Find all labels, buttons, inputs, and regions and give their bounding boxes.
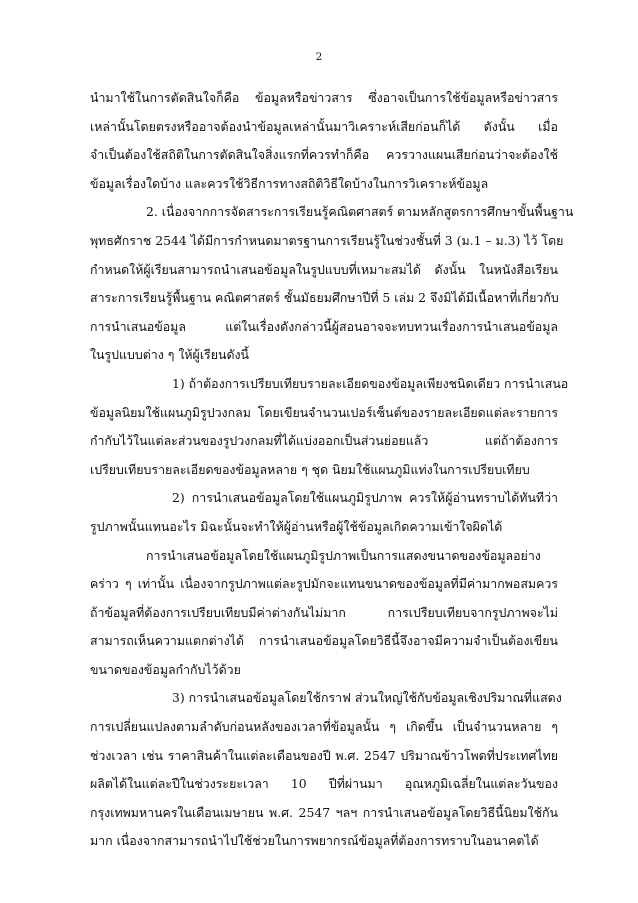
- page-number: 2: [315, 51, 323, 63]
- text-line: มาก เนื่องจากสามารถนำไปใช้ช่วยในการพยากรณ์ข้อมูลที่ต้องการทราบในอนาคตได้: [90, 833, 539, 849]
- text-line: สามารถเห็นความแตกต่างได้ การนำเสนอข้อมูลโดยวิธีนี้จึงอาจมีความจำเป็นต้องเขียน: [90, 633, 558, 649]
- text-line: 2) การนำเสนอข้อมูลโดยใช้แผนภูมิรูปภาพ ควรให้ผู้อ่านทราบได้ทันทีว่า: [172, 490, 558, 506]
- text-line: ข้อมูลเรื่องใดบ้าง และควรใช้วิธีการทางสถิติวิธีใดบ้างในการวิเคราะห์ข้อมูล: [90, 175, 489, 191]
- text-line: พุทธศักราช 2544 ได้มีการกำหนดมาตรฐานการเรียนรู้ในช่วงชั้นที่ 3 (ม.1 – ม.3) ไว้ โดย: [90, 232, 564, 248]
- text-line: เหล่านั้นโดยตรงหรืออาจต้องนำข้อมูลเหล่านั้นมาวิเคราะห์เสียก่อนก็ได้ ดังนั้น เมื่อ: [90, 118, 558, 134]
- text-line: กำกับไว้ในแต่ละส่วนของรูปวงกลมที่ได้แบ่งออกเป็นส่วนย่อยแล้ว แต่ถ้าต้องการ: [90, 433, 558, 449]
- text-line: กำหนดให้ผู้เรียนสามารถนำเสนอข้อมูลในรูปแบบที่เหมาะสมได้ ดังนั้น ในหนังสือเรียน: [90, 261, 558, 277]
- text-line: ขนาดของข้อมูลกำกับไว้ด้วย: [90, 661, 241, 677]
- text-line: การนำเสนอข้อมูลโดยใช้แผนภูมิรูปภาพเป็นการแสดงขนาดของข้อมูลอย่าง: [146, 547, 541, 563]
- text-line: ถ้าข้อมูลที่ต้องการเปรียบเทียบมีค่าต่างกันไม่มาก การเปรียบเทียบจากรูปภาพจะไม่: [90, 604, 558, 620]
- text-line: ผลิตได้ในแต่ละปีในช่วงระยะเวลา 10 ปีที่ผ่านมา อุณหภูมิเฉลี่ยในแต่ละวันของ: [90, 776, 558, 792]
- text-line: สาระการเรียนรู้พื้นฐาน คณิตศาสตร์ ชั้นมัธยมศึกษาปีที่ 5 เล่ม 2 จึงมิได้มีเนื้อหาที่เกี่ยวกับ: [90, 290, 559, 306]
- text-line: นำมาใช้ในการตัดสินใจก็คือ ข้อมูลหรือข่าวสาร ซึ่งอาจเป็นการใช้ข้อมูลหรือข่าวสาร: [90, 90, 558, 105]
- text-line: การนำเสนอข้อมูล แต่ในเรื่องดังกล่าวนี้ผู้สอนอาจจะทบทวนเรื่องการนำเสนอข้อมูล: [90, 318, 558, 334]
- text-line: 2. เนื่องจากการจัดสาระการเรียนรู้คณิตศาสตร์ ตามหลักสูตรการศึกษาขั้นพื้นฐาน: [146, 204, 574, 220]
- text-line: เปรียบเทียบรายละเอียดของข้อมูลหลาย ๆ ชุด นิยมใช้แผนภูมิแท่งในการเปรียบเทียบ: [90, 461, 530, 477]
- text-line: 3) การนำเสนอข้อมูลโดยใช้กราฟ ส่วนใหญ่ใช้กับข้อมูลเชิงปริมาณที่แสดง: [172, 690, 562, 706]
- text-line: ในรูปแบบต่าง ๆ ให้ผู้เรียนดังนี้: [90, 347, 250, 363]
- text-line: ข้อมูลนิยมใช้แผนภูมิรูปวงกลม โดยเขียนจำนวนเปอร์เซ็นต์ของรายละเอียดแต่ละรายการ: [90, 404, 558, 420]
- text-line: กรุงเทพมหานครในเดือนเมษายน พ.ศ. 2547 ฯลฯ การนำเสนอข้อมูลโดยวิธีนี้นิยมใช้กัน: [90, 804, 558, 820]
- text-line: คร่าว ๆ เท่านั้น เนื่องจากรูปภาพแต่ละรูปมักจะแทนขนาดของข้อมูลที่มีค่ามากพอสมควร: [90, 576, 558, 592]
- text-line: รูปภาพนั้นแทนอะไร มิฉะนั้นจะทำให้ผู้อ่านหรือผู้ใช้ข้อมูลเกิดความเข้าใจผิดได้: [90, 518, 503, 534]
- text-line: 1) ถ้าต้องการเปรียบเทียบรายละเอียดของข้อมูลเพียงชนิดเดียว การนำเสนอ: [172, 375, 569, 391]
- text-line: จำเป็นต้องใช้สถิติในการตัดสินใจสิ่งแรกที่ควรทำก็คือ ควรวางแผนเสียก่อนว่าจะต้องใช้: [90, 147, 558, 163]
- text-line: ช่วงเวลา เช่น ราคาสินค้าในแต่ละเดือนของปี พ.ศ. 2547 ปริมาณข้าวโพดที่ประเทศไทย: [90, 747, 558, 763]
- text-line: การเปลี่ยนแปลงตามลำดับก่อนหลังของเวลาที่ข้อมูลนั้น ๆ เกิดขึ้น เป็นจำนวนหลาย ๆ: [90, 719, 558, 735]
- body-text: [90, 84, 574, 856]
